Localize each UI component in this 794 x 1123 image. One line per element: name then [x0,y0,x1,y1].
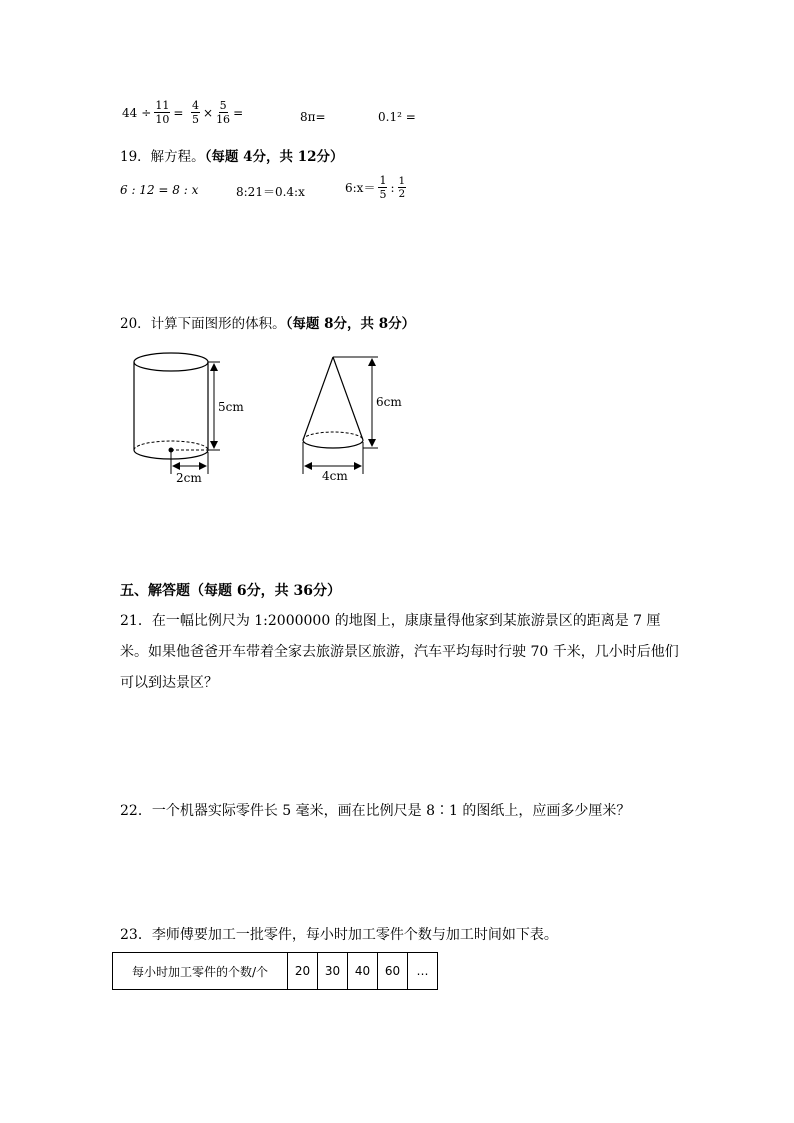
calc-e2-eq: = [233,105,244,120]
frac-den: 16 [216,113,231,126]
q23-text: 23．李师傅要加工一批零件，每小时加工零件个数与加工时间如下表。 [120,927,558,943]
q19-score: （每题 4分，共 12分） [204,149,344,165]
cone-figure [303,357,402,483]
table-cell: 40 [348,953,378,990]
table-cell: 60 [378,953,408,990]
q21-text: 21．在一幅比例尺为 1:2000000 的地图上，康康量得他家到某旅游景区的距离是 7 厘米。如果他爸爸开车带着全家去旅游景区旅游，汽车平均每时行驶 70 千米，几小时后他们可以到达景区？ [120,613,679,691]
calc-e2-op: × [203,105,214,120]
eq3-prefix: 6:x＝ [345,181,376,195]
frac-den: 2 [398,188,406,200]
table-cell: 30 [318,953,348,990]
q19-equation-1: 6 : 12 = 8 : x [120,183,199,197]
frac-num: 11 [155,99,170,112]
table-cell: 20 [288,953,318,990]
cylinder-height-label: 5cm [218,400,244,414]
eq3-colon: : [390,180,395,195]
table-cell: … [408,953,438,990]
calc-expr-3: 8π= [300,110,326,124]
table-row [113,953,438,990]
section-5-heading [120,580,341,600]
cylinder-figure [134,353,244,485]
table-header-cell: 每小时加工零件的个数/个 [113,953,288,990]
q19-equation-2: 8:21＝0.4:x [236,185,305,199]
frac-den: 10 [155,113,170,126]
cylinder-radius-label: 2cm [176,471,202,485]
frac-num: 1 [379,174,387,187]
section-5-title: 五、解答题 [120,583,190,599]
calc-e1-eq: = [173,105,184,120]
calc-e1-a: 44 [122,105,138,120]
q20-title: 20．计算下面图形的体积。 [120,316,286,332]
q20-score: （每题 8分，共 8分） [285,316,416,332]
frac-num: 5 [219,99,227,112]
q19-title: 19．解方程。 [120,149,205,165]
section-5-score: （每题 6分，共 36分） [190,583,341,599]
frac-den: 5 [192,113,199,126]
frac-den: 5 [379,188,387,201]
frac-num: 1 [398,174,406,187]
calc-expr-4: 0.1² = [378,110,416,124]
cone-diameter-label: 4cm [322,469,348,483]
frac-num: 4 [192,99,199,112]
q22-text: 22．一个机器实际零件长 5 毫米，画在比例尺是 8∶1 的图纸上，应画多少厘米？ [120,803,631,819]
calc-e1-op: ÷ [141,105,152,120]
q23-table [112,952,438,990]
cone-height-label: 6cm [376,395,402,409]
